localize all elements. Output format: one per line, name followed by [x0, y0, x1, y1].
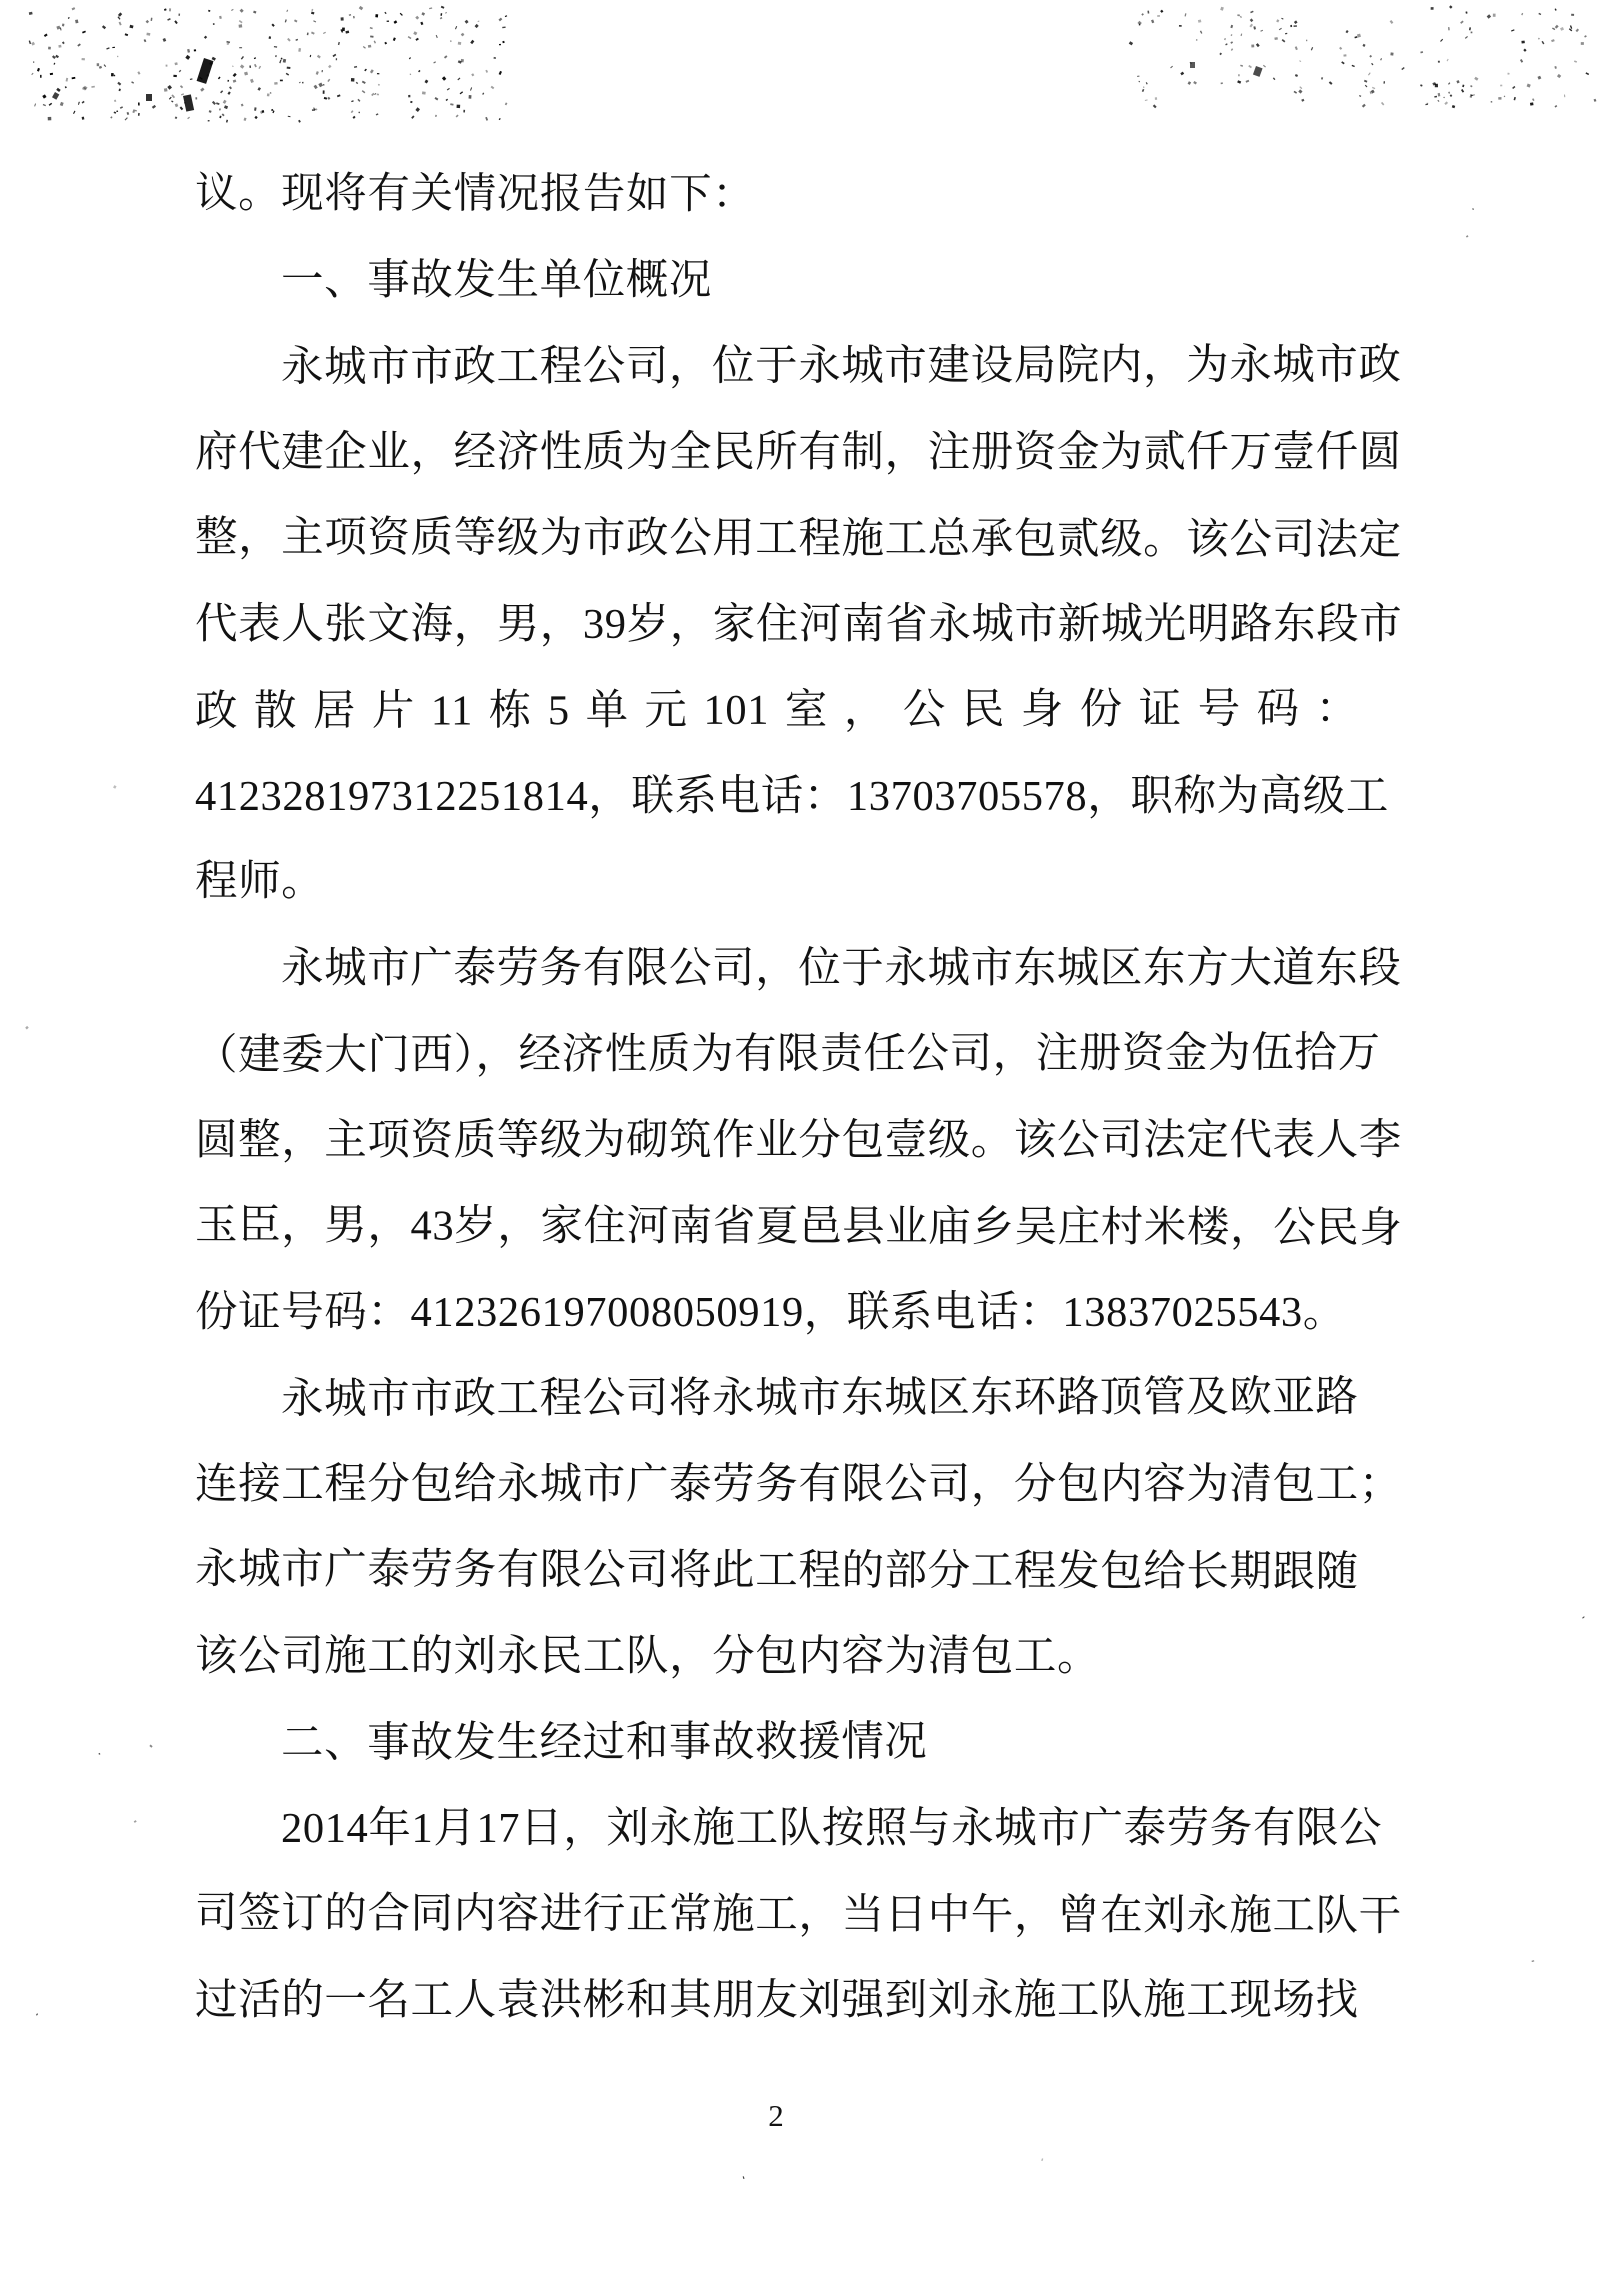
spread-char: ，	[843, 686, 888, 734]
text-line: 圆整，主项资质等级为砌筑作业分包壹级。该公司法定代表人李	[195, 1117, 1402, 1164]
spread-char: 居	[312, 687, 357, 735]
spread-char: 码	[1256, 685, 1300, 733]
text-line: 一、事故发生单位概况	[281, 257, 713, 304]
spread-char: 散	[253, 687, 298, 735]
spread-char: 政	[194, 687, 239, 735]
text-line: 议。现将有关情况报告如下：	[194, 169, 756, 219]
text-line: 司签订的合同内容进行正常施工，当日中午，曾在刘永施工队干	[194, 1889, 1402, 1940]
text-line: 过活的一名工人袁洪彬和其朋友刘强到刘永施工队施工现场找	[195, 1977, 1359, 2024]
text-line: 整，主项资质等级为市政公用工程施工总承包贰级。该公司法定	[194, 513, 1402, 564]
spread-char: 栋	[488, 687, 533, 735]
text-line: 二、事故发生经过和事故救援情况	[280, 1718, 928, 1767]
spread-char: 份	[1079, 686, 1123, 734]
text-line: （建委大门西），经济性质为有限责任公司，注册资金为伍拾万	[194, 1029, 1381, 1079]
spread-char: 身	[1020, 686, 1064, 734]
spread-char: 单	[585, 687, 629, 735]
text-line: 府代建企业，经济性质为全民所有制，注册资金为贰仟万壹仟圆	[195, 429, 1402, 476]
spread-char: 片	[371, 687, 416, 735]
text-line	[195, 667, 1361, 755]
text-line: 程师。	[194, 857, 325, 906]
text-line: 连接工程分包给永城市广泰劳务有限公司，分包内容为清包工；	[195, 1461, 1402, 1508]
text-line: 该公司施工的刘永民工队，分包内容为清包工。	[195, 1633, 1101, 1680]
text-line: 412328197312251814，联系电话：13703705578，职称为高级工	[195, 773, 1389, 820]
spread-char: 11	[430, 687, 474, 735]
text-line: 永城市广泰劳务有限公司将此工程的部分工程发包给长期跟随	[194, 1545, 1359, 1596]
spread-char: 元	[644, 686, 688, 735]
spread-char: ：	[1315, 685, 1359, 733]
spread-char: 民	[961, 686, 1005, 734]
text-line: 永城市市政工程公司将永城市东城区东环路顶管及欧亚路	[280, 1373, 1359, 1423]
document-text	[194, 152, 1403, 2044]
text-line: 份证号码：412326197008050919，联系电话：13837025543。	[195, 1289, 1346, 1336]
page-number: 2	[768, 2098, 784, 2133]
spread-char: 号	[1197, 685, 1241, 733]
spread-char: 证	[1138, 685, 1182, 734]
text-line: 玉臣，男，43岁，家住河南省夏邑县业庙乡吴庄村米楼，公民身	[194, 1201, 1403, 1252]
spread-char: 室	[784, 686, 829, 734]
spread-char: 101	[703, 686, 770, 734]
spread-char: 5	[547, 687, 570, 735]
text-line: 代表人张文海，男，39岁，家住河南省永城市新城光明路东段市	[195, 601, 1403, 648]
text-line: 永城市广泰劳务有限公司，位于永城市东城区东方大道东段	[281, 945, 1402, 992]
text-line: 永城市市政工程公司，位于永城市建设局院内，为永城市政	[280, 341, 1402, 391]
spread-char: 公	[902, 686, 947, 734]
text-line: 2014年1月17日，刘永施工队按照与永城市广泰劳务有限公	[281, 1805, 1383, 1852]
